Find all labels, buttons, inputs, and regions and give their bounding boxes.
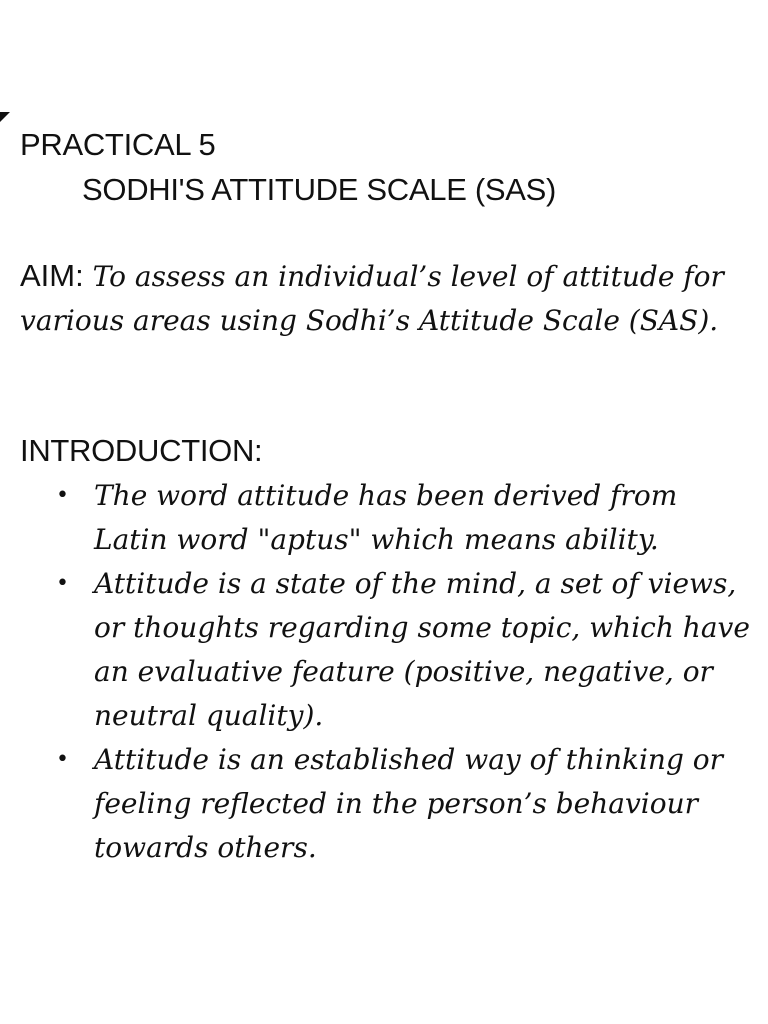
- bullet-icon: •: [56, 747, 69, 772]
- page-title: SODHI'S ATTITUDE SCALE (SAS): [82, 172, 557, 207]
- corner-page-mark: [0, 112, 10, 122]
- list-item-text: The word attitude has been derived from Latin word "aptus" which means ability.: [94, 479, 678, 556]
- introduction-list: [52, 474, 752, 870]
- list-item-text: Attitude is an established way of thinking or feeling reflected in the person’s behaviour towards others.: [94, 743, 724, 864]
- bullet-icon: •: [56, 483, 69, 508]
- list-item-text: Attitude is a state of the mind, a set of views, or thoughts regarding some topic, which have an evaluative feature (positive, negative, or neutral quality).: [94, 567, 750, 732]
- aim-section: [20, 254, 750, 343]
- list-item: [52, 738, 752, 870]
- list-item: [52, 562, 752, 738]
- bullet-icon: •: [56, 571, 69, 596]
- list-item: [52, 474, 752, 562]
- practical-label: PRACTICAL 5: [20, 127, 216, 162]
- introduction-heading: INTRODUCTION:: [20, 433, 263, 468]
- aim-text: To assess an individual’s level of attitude for various areas using Sodhi’s Attitude Scale (SAS).: [20, 260, 724, 337]
- aim-label: AIM:: [20, 258, 84, 293]
